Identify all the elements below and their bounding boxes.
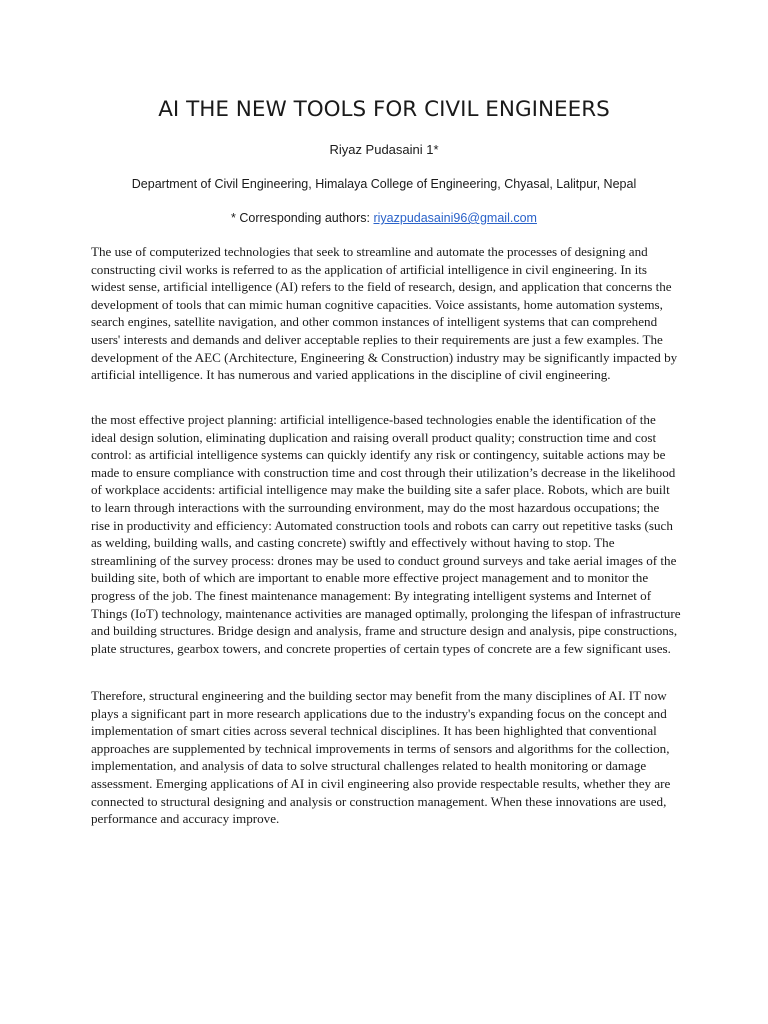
author-name: Riyaz Pudasaini 1* xyxy=(329,142,439,157)
paper-title: AI THE NEW TOOLS FOR CIVIL ENGINEERS xyxy=(158,97,610,122)
corresponding-email-link[interactable]: riyazpudasaini96@gmail.com xyxy=(373,211,537,225)
body-paragraph-3: Therefore, structural engineering and the building sector may benefit from the many disciplines of AI. IT now plays a significant part in more research applications due to the industry's expanding focus on the concept and implementation of smart cities across several technical disciplines. It has been highlighted that conventional approaches are supplemented by technical improvements in terms of sensors and algorithms for the collection, implementation, and analysis of data to solve structural challenges related to health monitoring or damage assessment. Emerging applications of AI in civil engineering also provide respectable results, whether they are connected to structural designing and analysis or construction management. When these innovations are used, performance and accuracy improve. xyxy=(91,688,671,827)
body-paragraph-1: The use of computerized technologies that seek to streamline and automate the processes of designing and constructing civil works is referred to as the application of artificial intelligence in civil engineering. In its widest sense, artificial intelligence (AI) refers to the field of research, design, and application that concerns the development of tools that can mimic human cognitive capacities. Voice assistants, home automation systems, search engines, satellite navigation, and other common instances of intelligent systems that can comprehend users' interests and demands and deliver acceptable replies to their requirements are just a few examples. The development of the AEC (Architecture, Engineering & Construction) industry may be significantly impacted by artificial intelligence. It has numerous and varied applications in the discipline of civil engineering. xyxy=(91,244,678,383)
author-affiliation: Department of Civil Engineering, Himalaya College of Engineering, Chyasal, Lalitpur, Nepal xyxy=(131,177,637,191)
corresponding-label: * Corresponding authors: xyxy=(231,211,374,225)
body-paragraph-2: the most effective project planning: artificial intelligence-based technologies enable the identification of the ideal design solution, eliminating duplication and raising overall product quality; construction time and cost control: as artificial intelligence systems can quickly identify any risk or contingency, suitable actions may be made to ensure compliance with construction time and cost through their utilization’s decrease in the likelihood of workplace accidents: artificial intelligence may make the building site a safer place. Robots, which are built to learn through interactions with the surrounding environment, may do the most hazardous occupations; the rise in productivity and efficiency: Automated construction tools and robots can carry out repetitive tasks (such as welding, building walls, and casting concrete) swiftly and effectively without having to stop. The streamlining of the survey process: drones may be used to conduct ground surveys and take aerial images of the building site, both of which are important to enable more effective project management and to monitor the progress of the job. The finest maintenance management: By integrating intelligent systems and Internet of Things (IoT) technology, maintenance activities are managed optimally, prolonging the lifespan of infrastructure and building structures. Bridge design and analysis, frame and structure design and analysis, pipe constructions, plate structures, gearbox towers, and concrete properties of certain types of concrete are a few significant uses. xyxy=(91,412,681,656)
corresponding-author-line xyxy=(0,209,768,227)
